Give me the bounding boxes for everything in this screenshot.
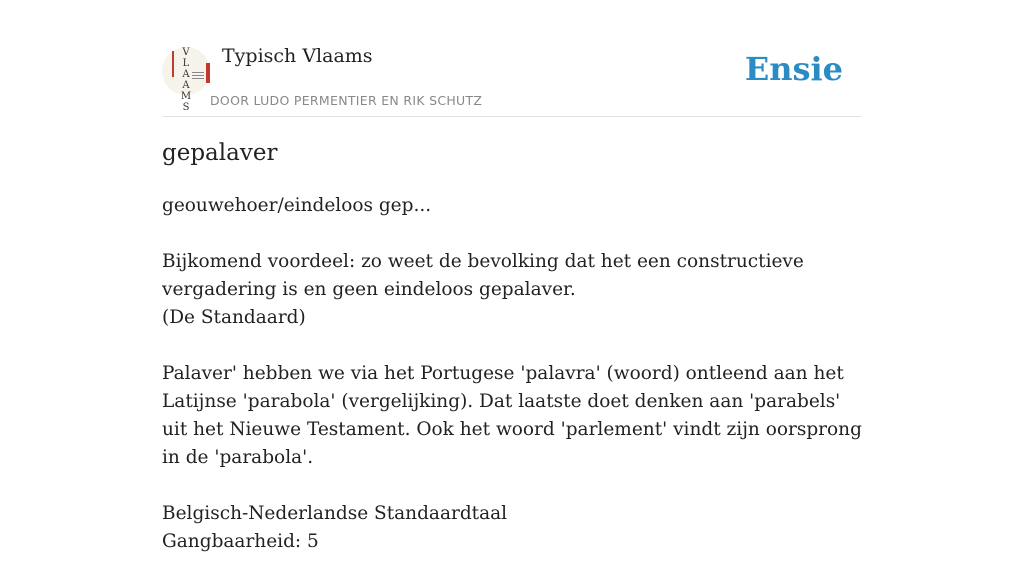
example-source: (De Standaard)	[162, 307, 306, 328]
header	[162, 0, 862, 117]
brand-logo-link[interactable]: Ensie	[744, 50, 843, 88]
avatar-letter: S	[182, 102, 190, 113]
avatar-accent	[206, 63, 210, 83]
example-text: Bijkomend voordeel: zo weet de bevolking dat het een constructieve vergadering is en geen eindeloos gepalaver.	[162, 251, 804, 300]
avatar-letter: A	[182, 69, 190, 80]
definition: geouwehoer/eindeloos gep...	[162, 195, 432, 216]
page-container	[162, 0, 862, 552]
category: Belgisch-Nederlandse Standaardtaal	[162, 503, 508, 524]
byline: DOOR LUDO PERMENTIER EN RIK SCHUTZ	[210, 93, 483, 108]
blog-title-link[interactable]: Typisch Vlaams	[222, 45, 373, 67]
avatar-letter: A	[182, 80, 190, 91]
avatar-letter: L	[182, 58, 190, 69]
metadata	[162, 500, 862, 556]
page-title: gepalaver	[162, 140, 278, 166]
avatar-stripe	[172, 51, 174, 77]
avatar-letters	[176, 47, 196, 113]
avatar[interactable]	[162, 47, 210, 113]
avatar-letter: V	[182, 47, 190, 58]
usage: Gangbaarheid: 5	[162, 531, 319, 552]
entry-content	[162, 192, 862, 584]
etymology: Palaver' hebben we via het Portugese 'palavra' (woord) ontleend aan het Latijnse 'parabola' (vergelijking). Dat laatste doet denken aan 'parabels' uit het Nieuwe Testament. Ook het woord 'parlement' vindt zijn oorsprong in de 'parabola'.	[162, 363, 862, 468]
avatar-letter: M	[180, 91, 192, 102]
example	[162, 248, 862, 332]
